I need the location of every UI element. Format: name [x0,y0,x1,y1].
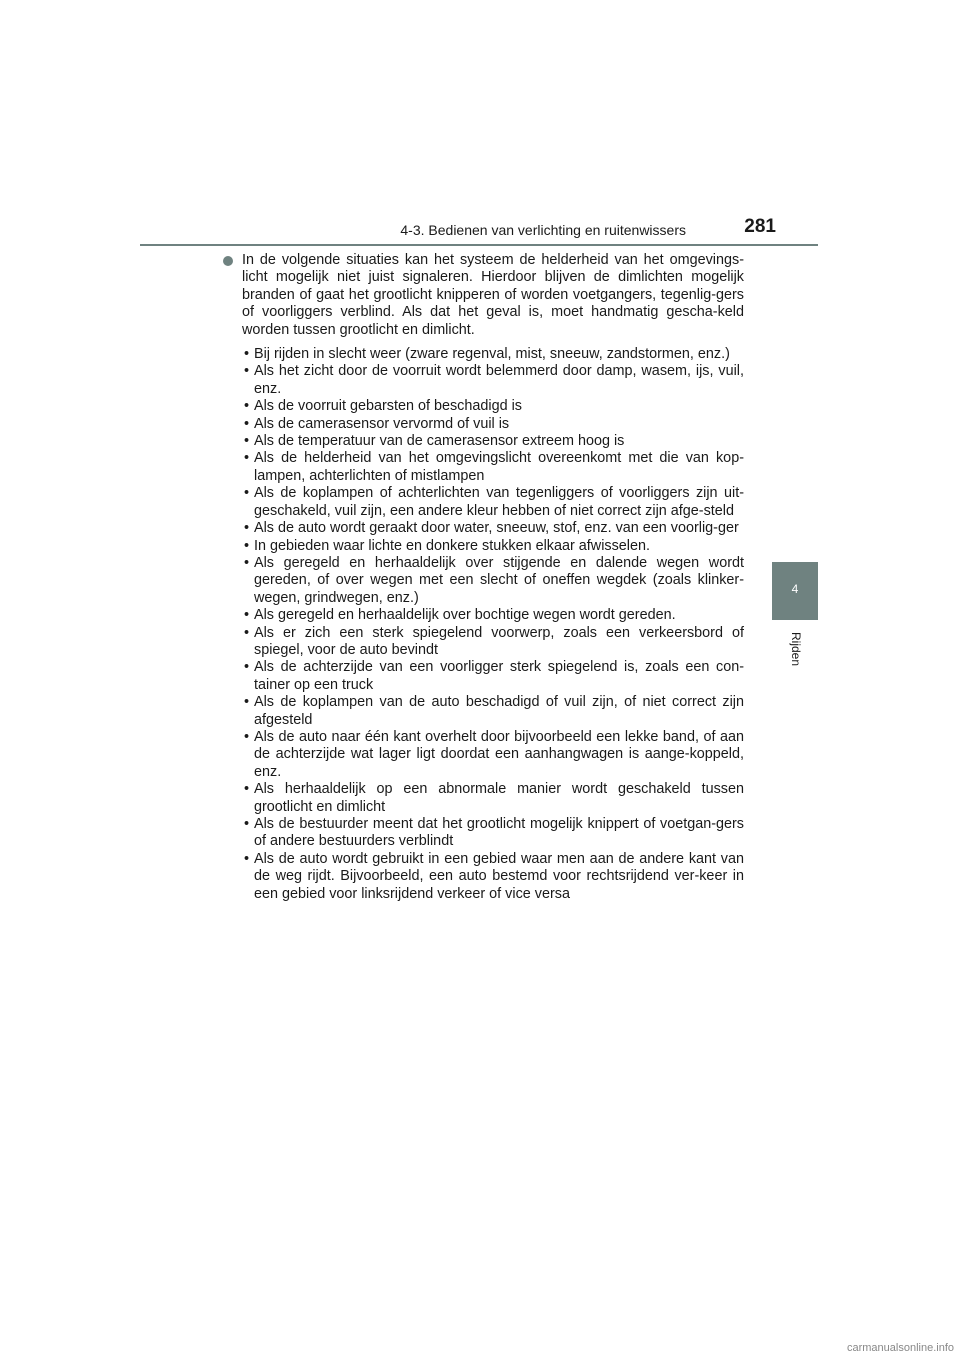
bullet-icon: • [244,694,250,711]
list-item-text: Als herhaaldelijk op een abnormale manier wordt geschakeld tussen grootlicht en dimlicht [254,781,744,815]
watermark-text: carmanualsonline.info [846,1342,954,1354]
bullet-icon: • [244,537,250,554]
list-item [222,398,744,415]
list-item-text: Als de koplampen van de auto beschadigd of vuil zijn, of niet correct zijn afgesteld [254,694,744,728]
bullet-icon: • [244,554,250,571]
list-item [222,416,744,433]
list-item [222,607,744,624]
chapter-number: 4 [791,582,799,596]
bullet-icon: • [244,624,250,641]
list-item-text: Als de voorruit gebarsten of beschadigd is [254,398,522,415]
list-item [222,450,744,485]
list-item [222,816,744,851]
bullet-icon: • [244,415,250,432]
page-number: 281 [744,216,776,237]
list-item-text: Als het zicht door de voorruit wordt belemmerd door damp, wasem, ijs, vuil, enz. [254,363,744,397]
list-item [222,433,744,450]
bullet-icon: • [244,485,250,502]
list-item-text: Als de auto wordt gebruikt in een gebied waar men aan de andere kant van de weg rijdt. Bijvoorbeeld, een auto bestemd voor rechtsrijdend ver-keer in een gebied voor linksrijdend verkeer of vice versa [254,850,744,902]
main-item-text: In de volgende situaties kan het systeem de helderheid van het omgevings-licht mogelijk niet juist signaleren. Hierdoor blijven de dimlichten mogelijk branden of gaat het grootlicht knipperen of worden voetgangers, tegenlig-gers of voorliggers verblind. Als dat het geval is, moet handmatig gescha-keld worden tussen grootlicht en dimlicht. [242,252,744,338]
list-item-text: Als de temperatuur van de camerasensor extreem hoog is [254,433,625,450]
bullet-icon: • [244,450,250,467]
list-item-text: Als de auto wordt geraakt door water, sneeuw, stof, enz. van een voorlig-ger [254,520,739,537]
chapter-label: Rijden [789,632,803,667]
list-item [222,346,744,363]
list-item [222,781,744,816]
list-item-text: Als de bestuurder meent dat het grootlicht mogelijk knippert of voetgan-gers of andere bestuurders verblindt [254,816,744,850]
bullet-icon: • [244,659,250,676]
bullet-icon: • [244,728,250,745]
list-item-text: Bij rijden in slecht weer (zware regenval, mist, sneeuw, zandstormen, enz.) [254,346,730,363]
header-divider [140,244,818,246]
bullet-icon: • [244,850,250,867]
list-item [222,538,744,555]
bullet-icon: • [244,398,250,415]
bullet-icon: • [244,346,250,363]
list-item-text: In gebieden waar lichte en donkere stukken elkaar afwisselen. [254,537,650,554]
bullet-icon: • [244,520,250,537]
bullet-icon: • [244,433,250,450]
situations-list [222,346,744,903]
list-item [222,485,744,520]
page-header [140,214,818,246]
list-item-text: Als de auto naar één kant overhelt door bijvoorbeeld een lekke band, of aan de achterzijde wat lager ligt doordat een aanhangwagen is aange-koppeld, enz. [254,728,744,780]
list-item [222,659,744,694]
list-item [222,851,744,903]
bullet-icon: • [244,816,250,832]
list-item-text: Als de koplampen of achterlichten van tegenliggers of voorliggers zijn uit-geschakeld, vuil zijn, een andere kleur hebben of niet correct zijn afge-steld [254,485,744,519]
list-item [222,729,744,781]
list-item-text: Als geregeld en herhaaldelijk over stijgende en dalende wegen wordt gereden, of over wegen met een slecht of oneffen wegdek (zoals klinker-wegen, grindwegen, enz.) [254,554,744,606]
list-item [222,694,744,729]
list-item-text: Als de achterzijde van een voorligger sterk spiegelend is, zoals een con-tainer op een truck [254,659,744,693]
list-item [222,555,744,607]
bullet-icon: • [244,607,250,624]
page-content [222,252,744,903]
list-item-text: Als de camerasensor vervormd of vuil is [254,415,510,432]
list-item [222,625,744,660]
list-item-text: Als de helderheid van het omgevingslicht overeenkomt met die van kop-lampen, achterlichten of mistlampen [254,450,744,484]
bullet-icon: • [244,781,250,798]
list-item-text: Als er zich een sterk spiegelend voorwerp, zoals een verkeersbord of spiegel, voor de auto bevindt [254,624,744,658]
list-item-text: Als geregeld en herhaaldelijk over bochtige wegen wordt gereden. [254,607,676,624]
list-item [222,363,744,398]
bullet-icon: • [244,363,250,380]
main-bullet-item [222,252,744,339]
section-title: 4-3. Bedienen van verlichting en ruitenwissers [400,222,686,238]
chapter-tab [772,562,818,620]
circle-bullet-icon [223,256,233,266]
list-item [222,520,744,537]
